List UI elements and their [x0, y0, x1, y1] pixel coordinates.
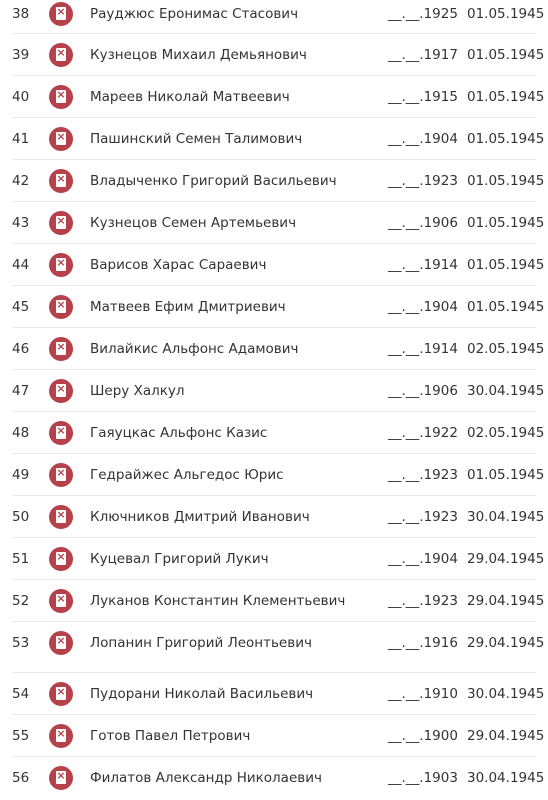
document-delete-icon[interactable]	[49, 337, 73, 361]
row-number: 38	[12, 6, 30, 22]
birth-date: __.__.1914	[388, 341, 458, 357]
list-item	[0, 454, 548, 496]
row-divider	[12, 243, 536, 244]
row-number: 40	[12, 89, 30, 105]
person-name[interactable]: Матвеев Ефим Дмитриевич	[90, 299, 286, 315]
list-item	[0, 202, 548, 244]
row-number: 47	[12, 383, 30, 399]
list-item	[0, 286, 548, 328]
list-item	[0, 673, 548, 715]
row-divider	[12, 537, 536, 538]
document-delete-icon[interactable]	[49, 43, 73, 67]
row-number: 41	[12, 131, 30, 147]
birth-date: __.__.1904	[388, 551, 458, 567]
document-delete-icon[interactable]	[49, 724, 73, 748]
person-name[interactable]: Лопанин Григорий Леонтьевич	[90, 635, 312, 651]
row-divider	[12, 756, 536, 757]
death-date: 30.04.1945	[467, 686, 545, 702]
birth-date: __.__.1925	[388, 6, 458, 22]
death-date: 29.04.1945	[467, 551, 545, 567]
person-name[interactable]: Владыченко Григорий Васильевич	[90, 173, 337, 189]
person-name[interactable]: Гедрайжес Альгедос Юрис	[90, 467, 284, 483]
person-name[interactable]: Филатов Александр Николаевич	[90, 770, 322, 786]
person-name[interactable]: Готов Павел Петрович	[90, 728, 251, 744]
row-divider	[12, 495, 536, 496]
row-number: 50	[12, 509, 30, 525]
document-delete-icon[interactable]	[49, 547, 73, 571]
list-item	[0, 580, 548, 622]
person-name[interactable]: Кузнецов Семен Артемьевич	[90, 215, 297, 231]
birth-date: __.__.1916	[388, 635, 458, 651]
row-number: 51	[12, 551, 30, 567]
birth-date: __.__.1903	[388, 770, 458, 786]
list-item	[0, 622, 548, 664]
birth-date: __.__.1923	[388, 467, 458, 483]
row-number: 42	[12, 173, 30, 189]
row-divider	[12, 327, 536, 328]
birth-date: __.__.1904	[388, 131, 458, 147]
death-date: 30.04.1945	[467, 770, 545, 786]
document-delete-icon[interactable]	[49, 463, 73, 487]
row-number: 49	[12, 467, 30, 483]
death-date: 01.05.1945	[467, 257, 545, 273]
row-number: 53	[12, 635, 30, 651]
document-delete-icon[interactable]	[49, 766, 73, 790]
birth-date: __.__.1904	[388, 299, 458, 315]
death-date: 01.05.1945	[467, 47, 545, 63]
birth-date: __.__.1923	[388, 173, 458, 189]
birth-date: __.__.1914	[388, 257, 458, 273]
document-delete-icon[interactable]	[49, 211, 73, 235]
row-divider	[12, 714, 536, 715]
document-delete-icon[interactable]	[49, 127, 73, 151]
document-delete-icon[interactable]	[49, 589, 73, 613]
person-name[interactable]: Вилайкис Альфонс Адамович	[90, 341, 299, 357]
row-divider	[12, 285, 536, 286]
row-divider	[12, 579, 536, 580]
birth-date: __.__.1923	[388, 509, 458, 525]
list-item	[0, 496, 548, 538]
row-number: 55	[12, 728, 30, 744]
row-number: 39	[12, 47, 30, 63]
death-date: 02.05.1945	[467, 425, 545, 441]
birth-date: __.__.1906	[388, 215, 458, 231]
row-divider	[12, 75, 536, 76]
row-divider	[12, 159, 536, 160]
person-name[interactable]: Кузнецов Михаил Демьянович	[90, 47, 307, 63]
person-name[interactable]: Мареев Николай Матвеевич	[90, 89, 290, 105]
death-date: 01.05.1945	[467, 173, 545, 189]
death-date: 01.05.1945	[467, 6, 545, 22]
birth-date: __.__.1917	[388, 47, 458, 63]
row-divider	[12, 621, 536, 622]
document-delete-icon[interactable]	[49, 169, 73, 193]
document-delete-icon[interactable]	[49, 421, 73, 445]
death-date: 01.05.1945	[467, 131, 545, 147]
person-name[interactable]: Куцевал Григорий Лукич	[90, 551, 269, 567]
list-item	[0, 0, 548, 32]
row-number: 52	[12, 593, 30, 609]
list-item	[0, 160, 548, 202]
row-divider	[12, 453, 536, 454]
row-number: 44	[12, 257, 30, 273]
person-name[interactable]: Луканов Константин Клементьевич	[90, 593, 346, 609]
birth-date: __.__.1922	[388, 425, 458, 441]
row-number: 45	[12, 299, 30, 315]
list-item	[0, 715, 548, 757]
birth-date: __.__.1915	[388, 89, 458, 105]
death-date: 01.05.1945	[467, 215, 545, 231]
row-number: 43	[12, 215, 30, 231]
person-name[interactable]: Гаяуцкас Альфонс Казис	[90, 425, 268, 441]
birth-date: __.__.1910	[388, 686, 458, 702]
document-delete-icon[interactable]	[49, 379, 73, 403]
row-divider	[12, 201, 536, 202]
list-item	[0, 76, 548, 118]
person-name[interactable]: Пудорани Николай Васильевич	[90, 686, 314, 702]
death-date: 30.04.1945	[467, 509, 545, 525]
row-divider	[12, 672, 536, 673]
row-number: 56	[12, 770, 30, 786]
row-divider	[12, 33, 536, 34]
document-delete-icon[interactable]	[49, 505, 73, 529]
list-item	[0, 328, 548, 370]
death-date: 29.04.1945	[467, 728, 545, 744]
death-date: 01.05.1945	[467, 89, 545, 105]
list-item	[0, 244, 548, 286]
person-name[interactable]: Пашинский Семен Талимович	[90, 131, 303, 147]
death-date: 01.05.1945	[467, 299, 545, 315]
row-number: 48	[12, 425, 30, 441]
list-item	[0, 757, 548, 799]
document-delete-icon[interactable]	[49, 2, 73, 26]
person-name[interactable]: Рауджюс Еронимас Стасович	[90, 6, 299, 22]
death-date: 29.04.1945	[467, 635, 545, 651]
document-delete-icon[interactable]	[49, 631, 73, 655]
row-number: 54	[12, 686, 30, 702]
person-name[interactable]: Варисов Харас Сараевич	[90, 257, 267, 273]
death-date: 02.05.1945	[467, 341, 545, 357]
person-name[interactable]: Шеру Халкул	[90, 383, 185, 399]
row-divider	[12, 117, 536, 118]
person-name[interactable]: Ключников Дмитрий Иванович	[90, 509, 310, 525]
row-divider	[12, 411, 536, 412]
birth-date: __.__.1906	[388, 383, 458, 399]
list-item	[0, 412, 548, 454]
list-item	[0, 118, 548, 160]
document-delete-icon[interactable]	[49, 682, 73, 706]
list-item	[0, 538, 548, 580]
death-date: 30.04.1945	[467, 383, 545, 399]
death-date: 29.04.1945	[467, 593, 545, 609]
list-item	[0, 370, 548, 412]
row-divider	[12, 369, 536, 370]
birth-date: __.__.1923	[388, 593, 458, 609]
row-number: 46	[12, 341, 30, 357]
document-delete-icon[interactable]	[49, 85, 73, 109]
document-delete-icon[interactable]	[49, 253, 73, 277]
birth-date: __.__.1900	[388, 728, 458, 744]
document-delete-icon[interactable]	[49, 295, 73, 319]
death-date: 01.05.1945	[467, 467, 545, 483]
list-item	[0, 34, 548, 76]
